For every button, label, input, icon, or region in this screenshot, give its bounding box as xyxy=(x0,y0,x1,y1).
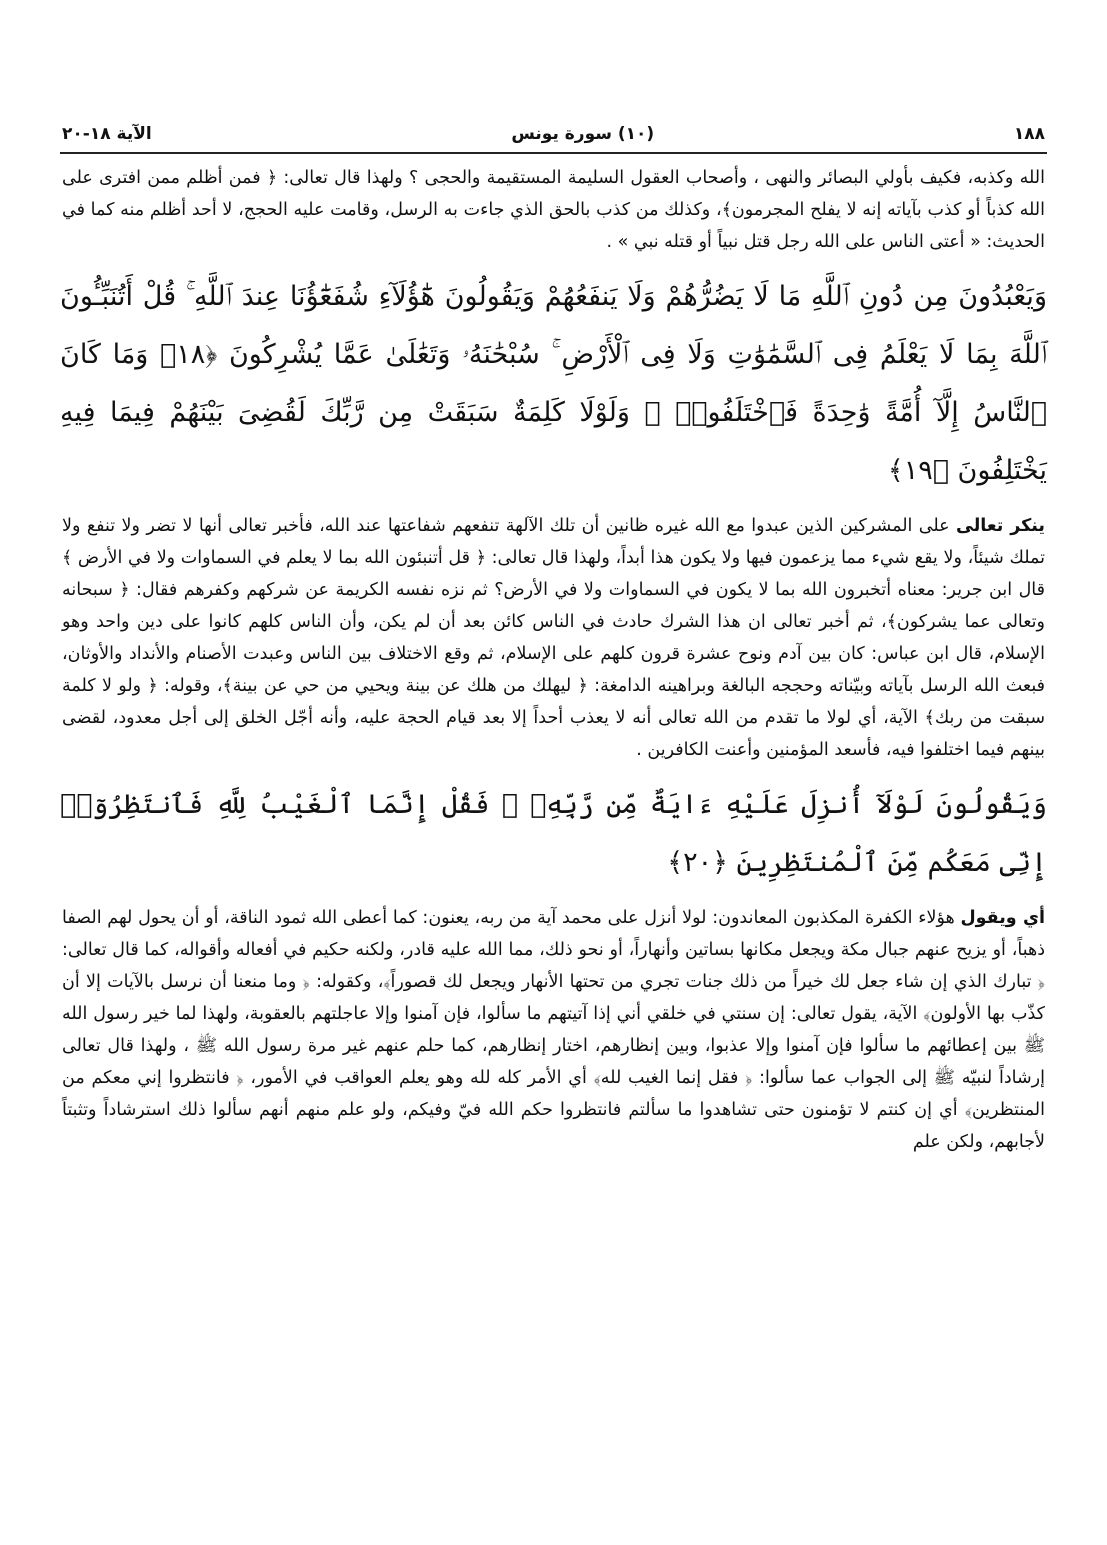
verse-range: الآية ١٨-٢٠ xyxy=(62,124,152,144)
commentary-paragraph xyxy=(62,902,1045,1158)
quran-verse-20: وَيَقُولُونَ لَوْلَآ أُنزِلَ عَلَيْهِ ءَايَةٌ مِّن رَّبِّهِۦ ۖ فَقُلْ إِنَّمَا ٱلْغَيْبُ لِلَّهِ فَٱنتَظِرُوٓا۟ إِنِّى مَعَكُم مِّنَ ٱلْمُنتَظِرِينَ ﴿٢٠﴾ xyxy=(60,789,1047,878)
paragraph-text: على المشركين الذين عبدوا مع الله غيره ظانين أن تلك الآلهة تنفعهم شفاعتها عند الله، فأخبر تعالى أنها لا تضر ولا تنفع ولا تملك شيئاً، ولا يقع شيء مما يزعمون فيها ولا يكون هذا أبداً، ولهذا قال تعالى: ﴿ قل أتنبئون الله بما لا يعلم في السماوات ولا في الأرض ﴾قال ابن جرير: معناه أتخبرون الله بما لا يكون في السماوات ولا في الأرض؟ ثم نزه نفسه الكريمة عن شركهم وكفرهم فقال: ﴿ سبحانه وتعالى عما يشركون﴾، ثم أخبر تعالى ان هذا الشرك حادث في الناس كائن بعد أن لم يكن، وأن الناس كلهم كانوا على دين واحد وهو الإسلام، قال ابن عباس: كان بين آدم ونوح عشرة قرون كلهم على الإسلام، ثم وقع الاختلاف بين الناس وعبدت الأصنام والأنداد والأوثان، فبعث الله الرسل بآياته وبيّناته وحججه البالغة وبراهينه الدامغة: ﴿ ليهلك من هلك عن بينة ويحيي من حي عن بينة﴾، وقوله: ﴿ ولو لا كلمة سبقت من ربك﴾ الآية، أي لولا ما تقدم من الله تعالى أنه لا يعذب أحداً إلا بعد قيام الحجة عليه، وأنه أجّل الخلق إلى أجل معدود، لقضى بينهم فيما اختلفوا فيه، فأسعد المؤمنين وأعنت الكافرين . xyxy=(62,516,1045,760)
surah-title: (١٠) سورة يونس xyxy=(511,124,655,144)
paragraph-lead: أي ويقول xyxy=(960,908,1045,928)
paragraph-text: الله وكذبه، فكيف بأولي البصائر والنهى ، وأصحاب العقول السليمة المستقيمة والحجى ؟ ولهذا قال تعالى: ﴿ فمن أظلم ممن افترى على الله كذباً أو كذب بآياته إنه لا يفلح المجرمون﴾، وكذلك من كذب بالحق الذي جاءت به الرسل، وقامت عليه الحجج، لا أحد أظلم منه كما في الحديث: « أعتى الناس على الله رجل قتل نبياً أو قتله نبي » . xyxy=(62,168,1045,252)
commentary-paragraph xyxy=(62,510,1045,766)
header-rule xyxy=(60,152,1047,154)
paragraph-lead: ينكر تعالى xyxy=(956,516,1045,536)
running-header xyxy=(60,120,1047,148)
commentary-paragraph xyxy=(62,162,1045,258)
page-number: ١٨٨ xyxy=(1013,124,1045,144)
paragraph-text: هؤلاء الكفرة المكذبون المعاندون: لولا أنزل على محمد آية من ربه، يعنون: كما أعطى الله ثمود الناقة، أو أن يحول لهم الصفا ذهباً، أو يزيح عنهم جبال مكة ويجعل مكانها بساتين وأنهاراً، أو نحو ذلك، مما الله عليه قادر، ولكنه حكيم في أفعاله وأقواله، كما قال تعالى: ﴿ تبارك الذي إن شاء جعل لك خيراً من ذلك جنات تجري من تحتها الأنهار ويجعل لك قصوراً﴾، وكقوله: ﴿ وما منعنا أن نرسل بالآيات إلا أن كذّب بها الأولون﴾ الآية، يقول تعالى: إن سنتي في خلقي أني إذا آتيتهم ما سألوا، فإن آمنوا وإلا عاجلتهم بالعقوبة، ولهذا لما خير رسول الله ﷺ بين إعطائهم ما سألوا فإن آمنوا وإلا عذبوا، وبين إنظارهم، اختار إنظارهم، كما حلم عنهم غير مرة رسول الله ﷺ ، ولهذا قال تعالى إرشاداً لنبيّه ﷺ إلى الجواب عما سألوا: ﴿ فقل إنما الغيب لله﴾ أي الأمر كله لله وهو يعلم العواقب في الأمور، ﴿ فانتظروا إني معكم من المنتظرين﴾ أي إن كنتم لا تؤمنون حتى تشاهدوا ما سألتم فانتظروا حكم الله فيّ وفيكم، ولو علم منهم أنهم سألوا ذلك استرشاداً وتثبتاً لأجابهم، ولكن علم xyxy=(62,908,1045,1152)
quran-verses-18-19: وَيَعْبُدُونَ مِن دُونِ ٱللَّهِ مَا لَا يَضُرُّهُمْ وَلَا يَنفَعُهُمْ وَيَقُولُونَ هَٰٓؤُلَآءِ شُفَعَٰٓؤُنَا عِندَ ٱللَّهِ ۚ قُلْ أَتُنَبِّـُٔونَ ٱللَّهَ بِمَا لَا يَعْلَمُ فِى ٱلسَّمَٰوَٰتِ وَلَا فِى ٱلْأَرْضِ ۚ سُبْحَٰنَهُۥ وَتَعَٰلَىٰ عَمَّا يُشْرِكُونَ ﴿١٨﴾ وَمَا كَانَ ٱلنَّاسُ إِلَّآ أُمَّةً وَٰحِدَةً فَٱخْتَلَفُوا۟ ۚ وَلَوْلَا كَلِمَةٌ سَبَقَتْ مِن رَّبِّكَ لَقُضِىَ بَيْنَهُمْ فِيمَا فِيهِ يَخْتَلِفُونَ ﴿١٩﴾ xyxy=(60,281,1047,486)
